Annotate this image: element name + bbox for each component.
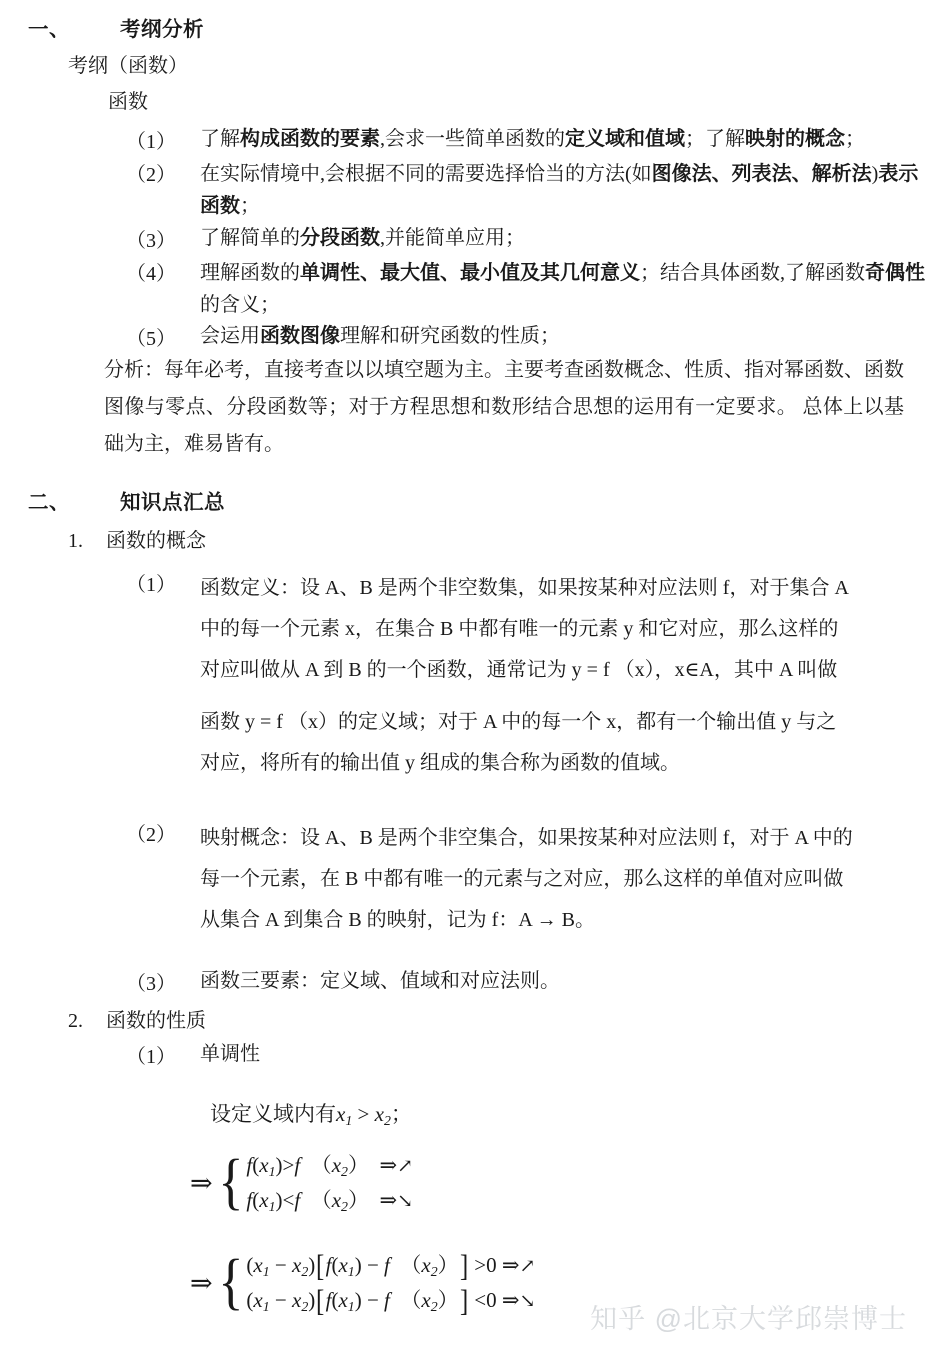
item-marker: （1） [126,574,176,596]
math-premise: 设定义域内有$x_1 > x_2$； [210,1102,412,1128]
item-body: 了解简单的分段函数,并能简单应用； [200,227,525,249]
item-body: 在实际情境中,会根据不同的需要选择恰当的方法(如图像法、列表法、解析法)表示函数； [200,163,919,218]
system-row: $f(x_1)<f$ $(x_2)$ ⇒↘ [246,1188,413,1215]
section-heading-1 [28,12,204,42]
syllabus-item-4 [126,257,926,322]
system-row: $(x_1 - x_2)[f(x_1) - f$ $(x_2)] <0$ ⇒↘ [246,1283,536,1319]
concept-item-3 [126,967,926,997]
topic-title: 函数的性质 [106,1010,206,1032]
left-brace-icon: { [217,1148,244,1217]
section-heading-2 [28,485,225,515]
item-marker: （2） [126,824,176,846]
topic-title: 函数的概念 [106,530,206,552]
item-body [200,818,926,940]
section1-subtitle: 考纲（函数） [68,55,188,77]
concept-item-2 [126,818,926,940]
system-rows [246,1248,535,1319]
implies-icon: ⇒ [190,1167,213,1198]
section1-subsubtitle: 函数 [108,91,148,113]
left-brace-icon: { [217,1248,244,1317]
property-item-1 [126,1040,926,1070]
item-marker: （3） [126,230,176,252]
topic-marker: 2. [68,1010,83,1032]
item-marker: （2） [126,164,176,186]
analysis-paragraph: 分析：每年必考，直接考查以以填空题为主。主要考查函数概念、性质、指对幂函数、函数图像与零点、分段函数等；对于方程思想和数形结合思想的运用有一定要求。 总体上以基础为主，难易皆有。 [104,359,904,455]
item-body: 了解构成函数的要素,会求一些简单函数的定义域和值域；了解映射的概念； [200,128,865,150]
item-body: 会运用函数图像理解和研究函数的性质； [200,325,560,347]
item-line: 从集合 A 到集合 B 的映射，记为 f：A → B。 [200,908,596,931]
item-body: 函数三要素：定义域、值域和对应法则。 [200,970,560,992]
section-number-1: 一、 [28,19,70,41]
system-rows [246,1148,413,1219]
item-line: 每一个元素，在 B 中都有唯一的元素与之对应，那么这样的单值对应叫做 [200,867,844,890]
item-line: 中的每一个元素 x，在集合 B 中都有唯一的元素 y 和它对应，那么这样的 [200,617,839,640]
topic-1 [68,524,206,553]
syllabus-item-5 [126,322,926,352]
item-line: 函数定义：设 A、B 是两个非空数集，如果按某种对应法则 f，对于集合 A [200,577,849,599]
item-body [200,568,926,784]
item-marker: （3） [126,973,176,995]
section-number-2: 二、 [28,492,70,514]
section-title-2: 知识点汇总 [120,492,225,514]
topic-marker: 1. [68,530,83,552]
item-line: 对应，将所有的输出值 y 组成的集合称为函数的值域。 [200,752,680,775]
concept-item-1 [126,568,926,784]
item-marker: （1） [126,1046,176,1068]
item-body: 理解函数的单调性、最大值、最小值及其几何意义；结合具体函数,了解函数奇偶性的含义； [200,262,925,317]
implies-icon: ⇒ [190,1267,213,1298]
watermark: 知乎 @北京大学邱崇博士 [590,1304,907,1334]
item-body: 单调性 [200,1043,260,1065]
item-marker: （5） [126,328,176,350]
item-marker: （1） [126,131,176,153]
syllabus-item-2 [126,158,926,223]
item-line: 映射概念：设 A、B 是两个非空集合，如果按某种对应法则 f，对于 A 中的 [200,827,853,849]
math-system-1 [190,1148,413,1219]
item-marker: （4） [126,263,176,285]
topic-2 [68,1004,206,1033]
syllabus-item-3 [126,224,926,254]
section-title-1: 考纲分析 [120,19,204,41]
system-row: $f(x_1)>f$ $(x_2)$ ⇒↗ [246,1153,413,1179]
math-system-2 [190,1248,535,1319]
syllabus-item-1 [126,125,926,155]
item-line: 对应叫做从 A 到 B 的一个函数，通常记为 y = f （x），x∈A，其中 A 叫做 [200,658,838,681]
system-row: $(x_1 - x_2)[f(x_1) - f$ $(x_2)] >0$ ⇒↗ [246,1248,536,1283]
item-line: 函数 y = f （x）的定义域；对于 A 中的每一个 x，都有一个输出值 y 与之 [200,711,837,734]
